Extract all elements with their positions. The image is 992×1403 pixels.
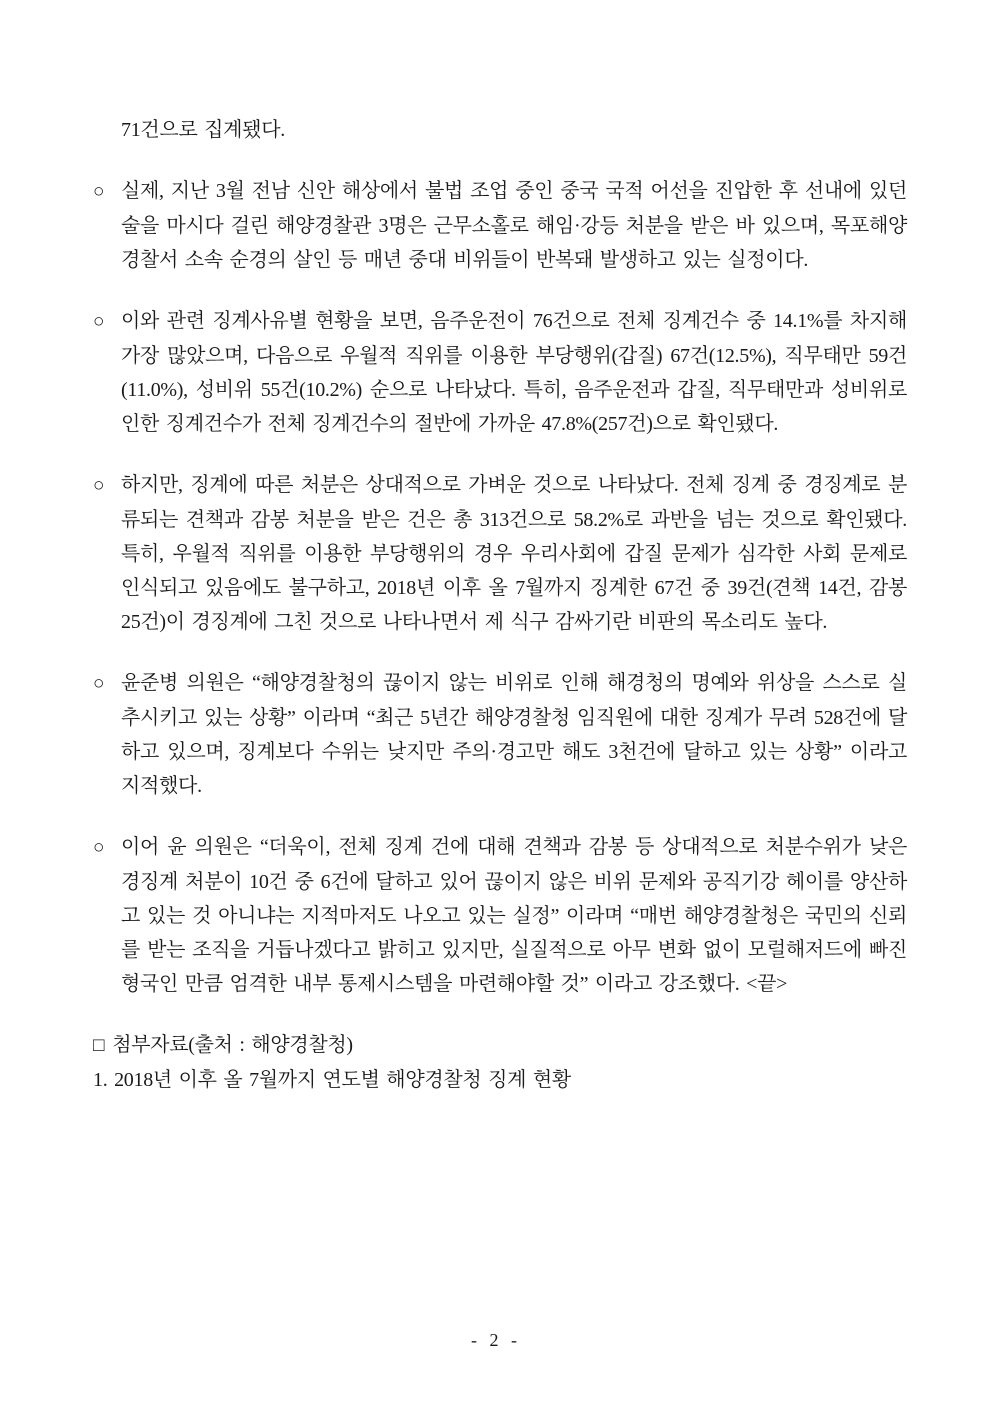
circle-bullet-icon: ○ [93,311,105,332]
page-number: - 2 - [471,1330,521,1350]
attachment-item-text: 1. 2018년 이후 올 7월까지 연도별 해양경찰청 징계 현황 [93,1069,571,1091]
paragraph [93,304,907,441]
circle-bullet-icon: ○ [93,837,105,858]
paragraph-text: 실제, 지난 3월 전남 신안 해상에서 불법 조업 중인 중국 국적 어선을 진압한 후 선내에 있던 술을 마시다 걸린 해양경찰관 3명은 근무소홀로 해임·강등 처분을 받은 바 있으며, 목포해양경찰서 소속 순경의 살인 등 매년 중대 비위들이 반복돼 발생하고 있는 실정이다. [121,180,907,271]
paragraph-text: 71건으로 집계됐다. [121,119,285,141]
paragraph-continuation [93,113,907,147]
square-bullet-icon: □ [93,1035,105,1056]
circle-bullet-icon: ○ [93,475,105,496]
attachment-section [93,1028,907,1097]
paragraph-text: 이어 윤 의원은 “더욱이, 전체 징계 건에 대해 견책과 감봉 등 상대적으로 처분수위가 낮은 경징계 처분이 10건 중 6건에 달하고 있어 끊이지 않은 비위 문제와 공직기강 헤이를 양산하고 있는 것 아니냐는 지적마저도 나오고 있는 실정” 이라며 “매번 해양경찰청은 국민의 신뢰를 받는 조직을 거듭나겠다고 밝히고 있지만, 실질적으로 아무 변화 없이 모럴해저드에 빠진 형국인 만큼 엄격한 내부 통제시스템을 마련해야할 것” 이라고 강조했다. <끝> [121,836,907,995]
paragraph [93,174,907,277]
paragraph [93,468,907,639]
paragraph-text: 윤준병 의원은 “해양경찰청의 끊이지 않는 비위로 인해 해경청의 명예와 위상을 스스로 실추시키고 있는 상황” 이라며 “최근 5년간 해양경찰청 임직원에 대한 징계가 무려 528건에 달하고 있으며, 징계보다 수위는 낮지만 주의·경고만 해도 3천건에 달하고 있는 상황” 이라고 지적했다. [121,672,907,797]
document-body [93,113,907,1097]
paragraph-text: 하지만, 징계에 따른 처분은 상대적으로 가벼운 것으로 나타났다. 전체 징계 중 경징계로 분류되는 견책과 감봉 처분을 받은 건은 총 313건으로 58.2%로 과반을 넘는 것으로 확인됐다. 특히, 우월적 직위를 이용한 부당행위의 경우 우리사회에 갑질 문제가 심각한 사회 문제로 인식되고 있음에도 불구하고, 2018년 이후 올 7월까지 징계한 67건 중 39건(견책 14건, 감봉 25건)이 경징계에 그친 것으로 나타나면서 제 식구 감싸기란 비판의 목소리도 높다. [121,474,907,633]
attachment-item [93,1063,907,1097]
attachment-heading [93,1028,907,1063]
paragraph [93,666,907,803]
circle-bullet-icon: ○ [93,673,105,694]
attachment-heading-text: 첨부자료(출처 : 해양경찰청) [112,1034,353,1056]
circle-bullet-icon: ○ [93,181,105,202]
paragraph-text: 이와 관련 징계사유별 현황을 보면, 음주운전이 76건으로 전체 징계건수 중 14.1%를 차지해 가장 많았으며, 다음으로 우월적 직위를 이용한 부당행위(갑질) 67건(12.5%), 직무태만 59건(11.0%), 성비위 55건(10.2%) 순으로 나타났다. 특히, 음주운전과 갑질, 직무태만과 성비위로 인한 징계건수가 전체 징계건수의 절반에 가까운 47.8%(257건)으로 확인됐다. [121,310,907,435]
paragraph [93,830,907,1001]
